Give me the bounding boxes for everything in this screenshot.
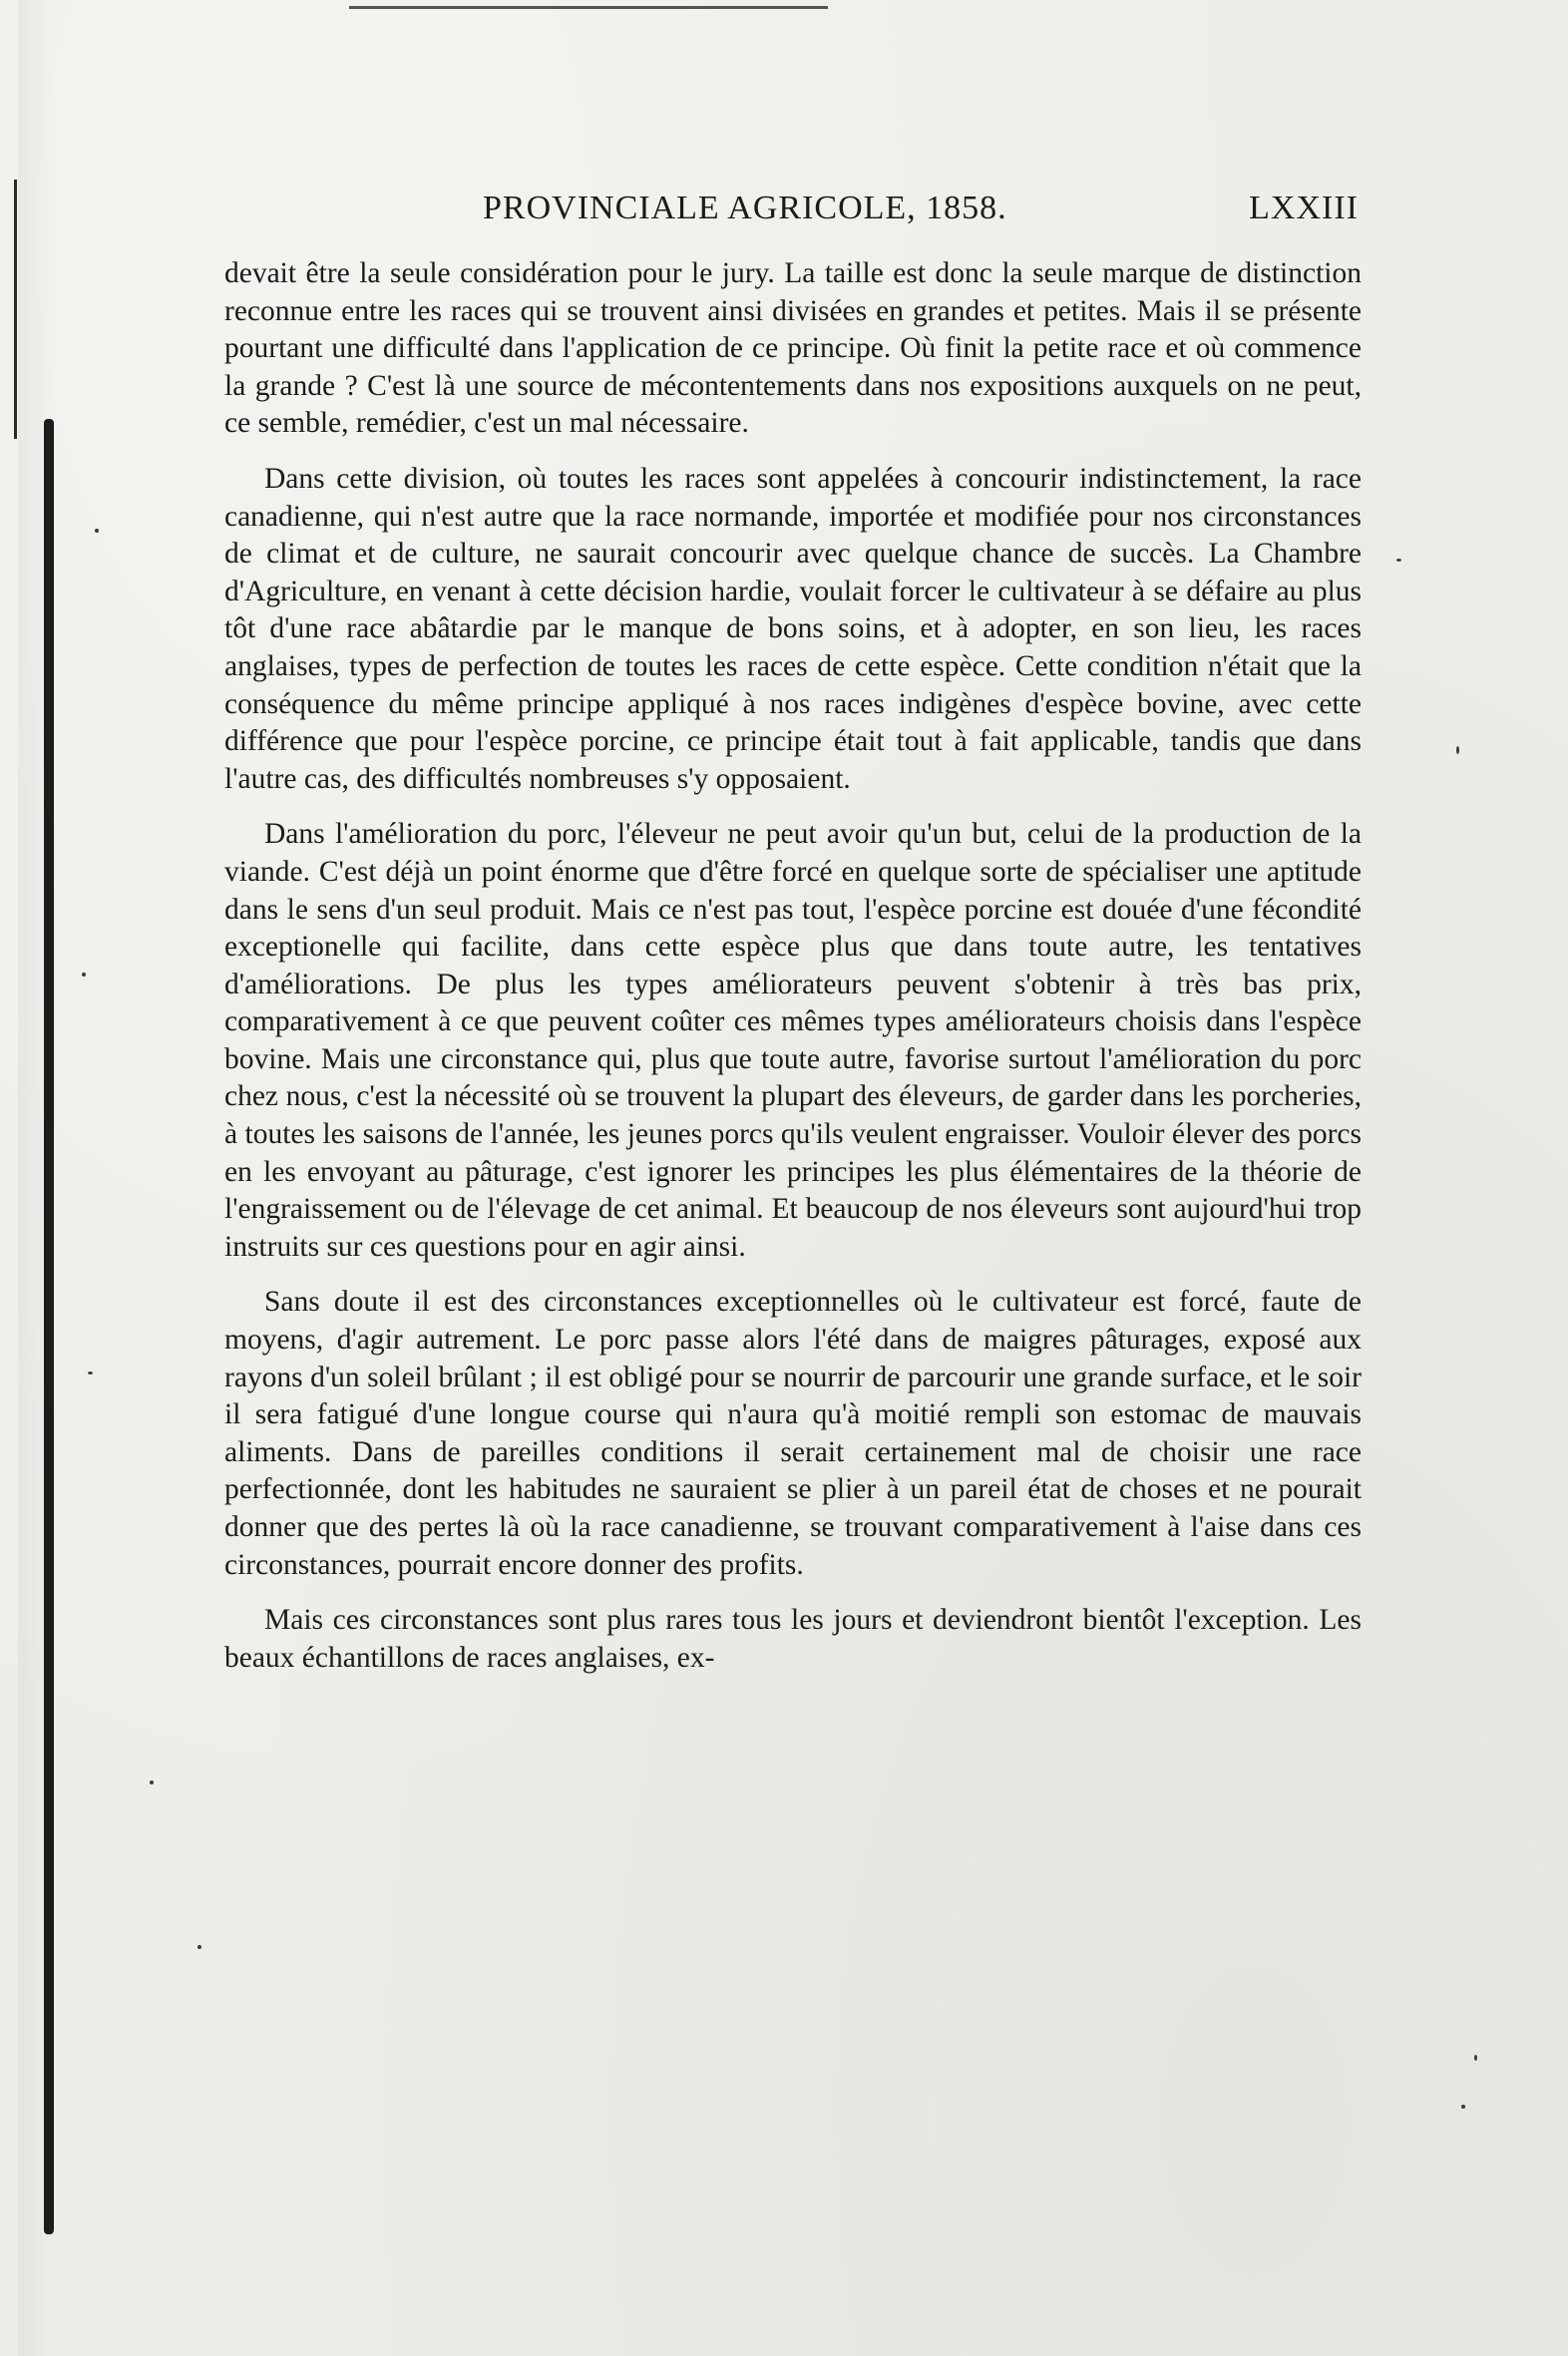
paragraph-2: Dans cette division, où toutes les races sont appelées à concourir indistinctement, la race canadienne, qui n'est autre que la race normande, importée et modifiée pour nos circonstances de climat et de culture, ne saurait concourir avec quelque chance de succès. La Chambre d'Agriculture, en venant à cette décision hardie, voulait forcer le cultivateur à se défaire au plus tôt d'une race abâtardie par le manque de bons soins, et à adopter, en son lieu, les races anglaises, types de perfection de toutes les races de cette espèce. Cette condition n'était que la conséquence du même principe appliqué à nos races indigènes d'espèce bovine, avec cette différence que pour l'espèce porcine, ce principe était tout à fait applicable, tandis que dans l'autre cas, des difficultés nombreuses s'y opposaient.: [224, 462, 1362, 795]
page-number: LXXIII: [1249, 190, 1359, 226]
paragraph-4: Sans doute il est des circonstances exceptionnelles où le cultivateur est forcé, faute de moyens, d'agir autrement. Le porc passe alors l'été dans de maigres pâturages, exposé aux rayons d'un soleil brûlant ; il est obligé pour se nourrir de parcourir une grande surface, et le soir il sera fatigué d'une longue course qui n'aura qu'à moitié rempli son estomac de mauvais aliments. Dans de pareilles conditions il serait certainement mal de choisir une race perfectionnée, dont les habitudes ne sauraient se plier à un pareil état de choses et ne pourait donner que des pertes là où la race canadienne, se trouvant comparativement à l'aise dans ces circonstances, pourrait encore donner des profits.: [224, 1286, 1362, 1581]
paragraph-3: Dans l'amélioration du porc, l'éleveur ne peut avoir qu'un but, celui de la production de la viande. C'est déjà un point énorme que d'être forcé en quelque sorte de spécialiser une aptitude dans le sens d'un seul produit. Mais ce n'est pas tout, l'espèce porcine est douée d'une fécondité exceptionelle qui facilite, dans cette espèce plus que dans toute autre, les tentatives d'améliorations. De plus les types améliorateurs peuvent s'obtenir à très bas prix, comparativement à ce que peuvent coûter ces mêmes types améliorateurs choisis dans l'espèce bovine. Mais une circonstance qui, plus que toute autre, favorise surtout l'amélioration du porc chez nous, c'est la nécessité où se trouvent la plupart des éleveurs, de garder dans les porcheries, à toutes les saisons de l'année, les jeunes porcs qu'ils veulent engraisser. Vouloir élever des porcs en les envoyant au pâturage, c'est ignorer les principes les plus élémentaires de la théorie de l'engraissement ou de l'élevage de cet animal. Et beaucoup de nos éleveurs sont aujourd'hui trop instruits sur ces questions pour en agir ainsi.: [224, 818, 1362, 1263]
paragraph-1: devait être la seule considération pour le jury. La taille est donc la seule marque de distinction reconnue entre les races qui se trouvent ainsi divisées en grandes et petites. Mais il se présente pourtant une difficulté dans l'application de ce principe. Où finit la petite race et où commence la grande ? C'est là une source de mécontentements dans nos expositions auxquels on ne peut, ce semble, remédier, c'est un mal nécessaire.: [224, 257, 1362, 440]
binding-edge-line: [44, 419, 54, 2234]
running-header: [221, 190, 1359, 239]
binding-edge-mark: [14, 180, 17, 439]
body-text: [224, 255, 1362, 1695]
paragraph-5: Mais ces circonstances sont plus rares tous les jours et deviendront bientôt l'exception. Les beaux échantillons de races anglaises, ex-: [224, 1604, 1362, 1674]
top-rule: [349, 6, 828, 9]
running-title: PROVINCIALE AGRICOLE, 1858.: [483, 190, 1007, 226]
